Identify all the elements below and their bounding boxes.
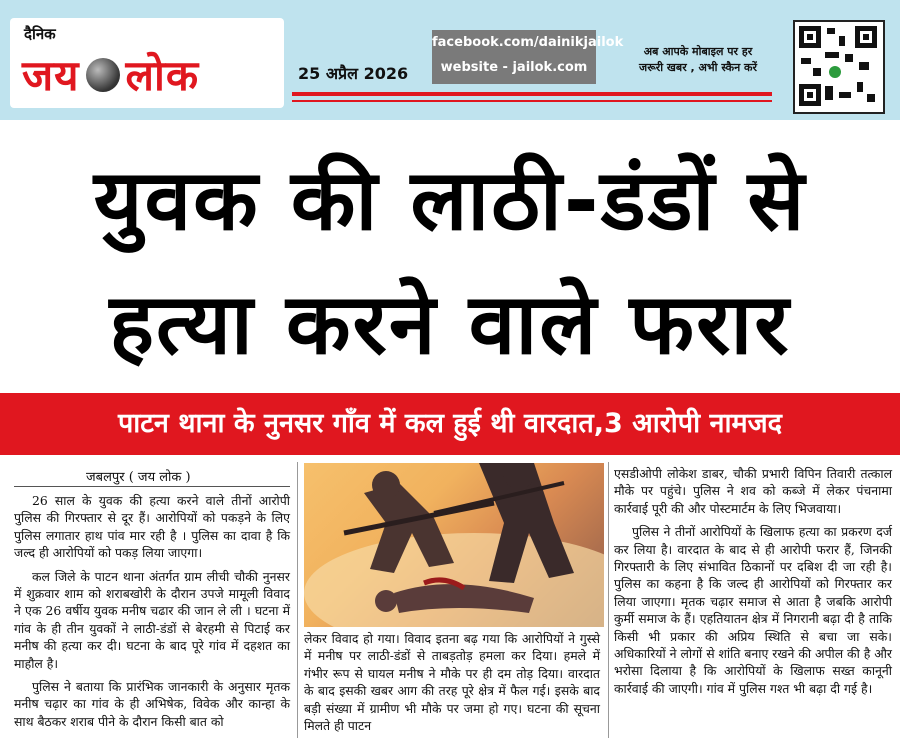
article-paragraph: पुलिस ने बताया कि प्रारंभिक जानकारी के अनुसार मृतक मनीष चढ़ार का गांव के ही अभिषेक, विवेक और कान्हा के साथ बैठकर शराब पीने के दौरान किसी बात को	[14, 679, 290, 729]
dateline-rule	[14, 486, 290, 487]
headline-line-1: युवक की लाठी-डंडों से	[93, 151, 807, 249]
brand-name-right: लोक	[125, 51, 200, 100]
masthead-rule-top	[292, 92, 772, 96]
web-links-box	[432, 30, 624, 84]
tagline-line-2: जरूरी खबर , अभी स्कैन करें	[639, 61, 757, 74]
article-paragraph: एसडीओपी लोकेश डाबर, चौकी प्रभारी विपिन तिवारी तत्काल मौके पर पहुंचे। पुलिस ने शव को कब्जे में लेकर पंचनामा कार्रवाई पूरी की और पोस्टमार्टम के लिए भिजवाया।	[614, 466, 892, 516]
article-column-1	[14, 492, 290, 736]
dateline: जबलपुर ( जय लोक )	[86, 470, 191, 485]
column-divider	[297, 462, 298, 738]
headline-line-2: हत्या करने वाले फरार	[109, 275, 791, 373]
brand-logo[interactable]	[10, 18, 284, 108]
assault-illustration	[304, 463, 604, 627]
brand-name-left: जय	[22, 51, 80, 100]
tagline-line-1: अब आपके मोबाइल पर हर	[643, 45, 753, 58]
article-photo[interactable]	[304, 463, 604, 627]
article-column-3	[614, 465, 892, 703]
brand-name	[22, 52, 199, 100]
article-paragraph: कल जिले के पाटन थाना अंतर्गत ग्राम लीची चौकी नुनसर में शुक्रवार शाम को शराबखोरी के दौरान उपजे मामूली विवाद ने एक 26 वर्षीय युवक मनीष चढार की जान ले ली । घटना में गांव के ही तीन युवकों ने लाठी-डंडों से बेरहमी से पिटाई कर मनीष की हत्या कर दी। घटना के बाद पूरे गांव में दहशत का माहौल है।	[14, 568, 290, 671]
column-divider	[608, 462, 609, 738]
masthead-rule-bottom	[292, 100, 772, 102]
masthead	[0, 0, 900, 120]
facebook-link[interactable]: facebook.com/dainikjailok	[432, 35, 624, 50]
qr-code[interactable]	[793, 20, 885, 114]
brand-dainik: दैनिक	[24, 25, 56, 43]
article-paragraph: 26 साल के युवक की हत्या करने वाले तीनों आरोपी पुलिस की गिरफ्तार से दूर हैं। आरोपियों को पकड़ने के लिए पुलिस लगातार हाथ पांव मार रही है । पुलिस का दावा है कि जल्द ही आरोपियों को पकड़ लिया जाएगा।	[14, 493, 290, 561]
scan-tagline	[614, 44, 782, 76]
article-paragraph: लेकर विवाद हो गया। विवाद इतना बढ़ गया कि आरोपियों ने गुस्से में मनीष पर लाठी-डंडों से ताबड़तोड़ हमला कर दिया। हमले में गंभीर रूप से घायल मनीष ने मौके पर ही दम तोड़ दिया। वारदात के बाद इसकी खबर आग की तरह पूरे क्षेत्र में फैल गई। इसके बाद बड़ी संख्या में ग्रामीण भी मौके पर जमा हो गए। घटना की सूचना मिलते ही पाटन	[304, 631, 600, 734]
website-link[interactable]: website - jailok.com	[440, 60, 588, 75]
article-column-2	[304, 630, 600, 740]
globe-icon	[86, 58, 120, 92]
issue-date: 25 अप्रैल 2026	[298, 64, 409, 83]
subheadline: पाटन थाना के नुनसर गाँव में कल हुई थी वारदात,3 आरोपी नामजद	[117, 408, 783, 439]
article-paragraph: पुलिस ने तीनों आरोपियों के खिलाफ हत्या का प्रकरण दर्ज कर लिया है। वारदात के बाद से ही आरोपी फरार हैं, जिनकी गिरफ्तारी के लिए संभावित ठिकानों पर दबिश दी जा रही है। पुलिस का कहना है कि जल्द ही आरोपियों को गिरफ्तार कर लिया जाएगा। मृतक चढ़ार समाज से आता है जबकि आरोपी कुर्मी समाज के हैं। एहतियातन क्षेत्र में निगरानी बढ़ा दी है ताकि किसी भी प्रकार की अप्रिय स्थिति से बचा जा सके। अधिकारियों ने लोगों से शांति बनाए रखने की अपील की है और भरोसा दिलाया है कि आरोपियों के खिलाफ सख्त कानूनी कार्रवाई की जाएगी। गांव में पुलिस गश्त भी बढ़ा दी गई है।	[614, 524, 892, 696]
